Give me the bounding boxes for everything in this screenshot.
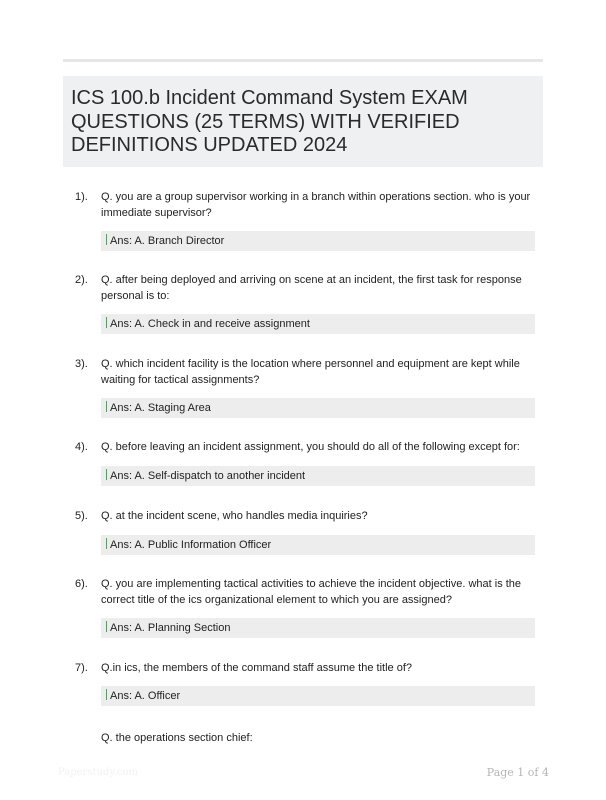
question-number: 4).: [75, 441, 88, 453]
question-number: 7).: [75, 662, 88, 674]
answer-marker: [106, 401, 107, 412]
answer-marker: [106, 317, 107, 328]
answer-marker: [106, 469, 107, 480]
question-text: Q.in ics, the members of the command staff assume the title of?: [101, 662, 412, 674]
answer-text: Ans: A. Officer: [110, 690, 181, 702]
answer-box: [101, 231, 535, 251]
question-number: 2).: [75, 274, 88, 286]
answer-box: [101, 535, 535, 555]
answer-marker: [106, 621, 107, 632]
answer-text: Ans: A. Check in and receive assignment: [110, 318, 310, 330]
header-divider: [63, 59, 543, 62]
document-title: ICS 100.b Incident Command System EXAM QUESTIONS (25 TERMS) WITH VERIFIED DEFINITIONS UPDATED 2024: [71, 87, 468, 156]
question-text: Q. at the incident scene, who handles media inquiries?: [101, 510, 368, 522]
page-number: Page 1 of 4: [486, 766, 549, 779]
title-banner: [63, 76, 543, 167]
question-text: Q. after being deployed and arriving on scene at an incident, the first task for response personal is to:: [101, 274, 522, 302]
question-text: Q. the operations section chief:: [101, 732, 253, 744]
question-text: Q. you are implementing tactical activities to achieve the incident objective. what is the correct title of the ics organizational element to which you are assigned?: [101, 578, 522, 606]
answer-box: [101, 398, 535, 418]
answer-marker: [106, 538, 107, 549]
question-text: Q. before leaving an incident assignment, you should do all of the following except for:: [101, 441, 520, 453]
answer-marker: [106, 234, 107, 245]
answer-box: [101, 686, 535, 706]
answer-box: [101, 466, 535, 486]
answer-text: Ans: A. Planning Section: [110, 622, 231, 634]
question-number: 5).: [75, 510, 88, 522]
question-text: Q. you are a group supervisor working in a branch within operations section. who is your immediate supervisor?: [101, 191, 531, 219]
question-number: 6).: [75, 578, 88, 590]
question-number: 1).: [75, 191, 88, 203]
answer-marker: [106, 689, 107, 700]
answer-text: Ans: A. Self-dispatch to another incident: [110, 470, 306, 482]
answer-text: Ans: A. Branch Director: [110, 235, 225, 247]
answer-box: [101, 618, 535, 638]
watermark: Paperstudy.com: [58, 767, 138, 778]
question-number: 3).: [75, 358, 88, 370]
question-text: Q. which incident facility is the location where personnel and equipment are kept while waiting for tactical assignments?: [101, 358, 520, 386]
answer-text: Ans: A. Public Information Officer: [110, 539, 272, 551]
answer-box: [101, 314, 535, 334]
answer-text: Ans: A. Staging Area: [110, 402, 211, 414]
